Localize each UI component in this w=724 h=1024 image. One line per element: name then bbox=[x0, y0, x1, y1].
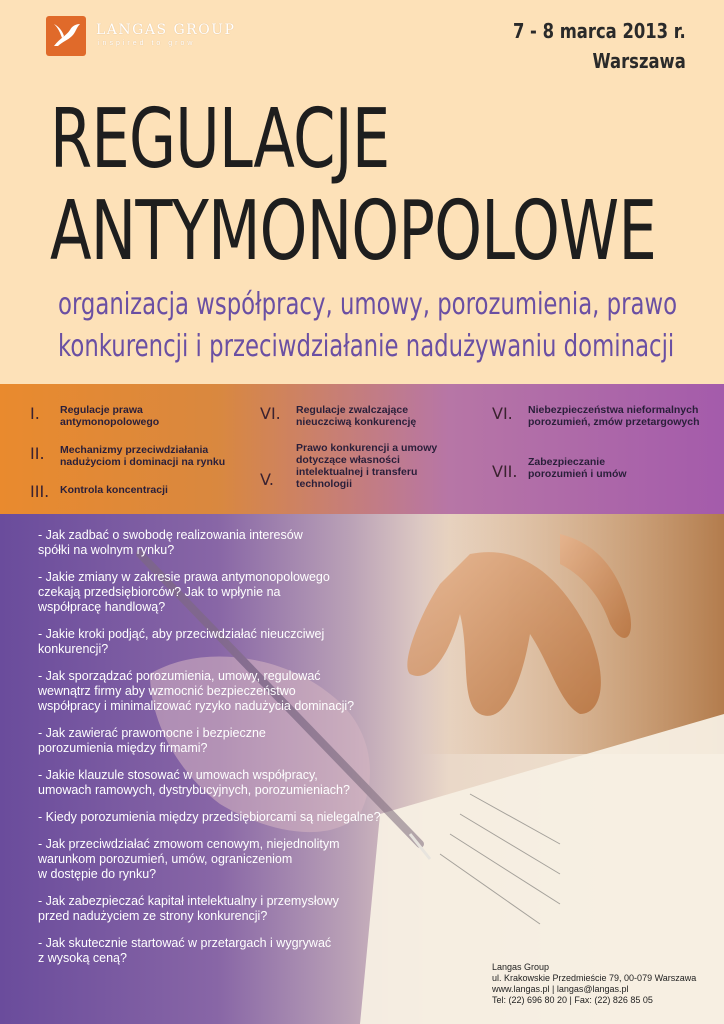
list-item: - Jak zabezpieczać kapitał intelektualny i przemysłowy przed nadużyciem ze strony konkurencji? bbox=[38, 894, 339, 923]
contact-info bbox=[492, 962, 696, 1006]
contact-phone: Tel: (22) 696 80 20 | Fax: (22) 826 85 05 bbox=[492, 995, 653, 1005]
topic-number: III. bbox=[30, 482, 50, 501]
list-item: - Jak sporządzać porozumienia, umowy, regulować wewnątrz firmy aby wzmocnić bezpieczeństwo współpracy i minimalizować ryzyko nadużycia dominacji? bbox=[38, 669, 355, 713]
event-city: Warszawa bbox=[592, 49, 686, 73]
topic-label: Prawo konkurencji a umowy dotyczące własności intelektualnej i transferu technologii bbox=[296, 442, 438, 490]
topic-label: Kontrola koncentracji bbox=[60, 484, 168, 496]
list-item: - Jak zawierać prawomocne i bezpieczne porozumienia między firmami? bbox=[38, 726, 266, 755]
list-item: - Jak skutecznie startować w przetargach i wygrywać z wysoką ceną? bbox=[38, 936, 332, 965]
list-item: - Jak zadbać o swobodę realizowania interesów spółki na wolnym rynku? bbox=[38, 528, 303, 557]
event-info bbox=[513, 16, 686, 76]
list-item: - Jakie klauzule stosować w umowach współpracy, umowach ramowych, dystrybucyjnych, porozumieniach? bbox=[38, 768, 350, 797]
subtitle-line-2: konkurencji i przeciwdziałanie nadużywaniu dominacji bbox=[58, 329, 675, 364]
topic-label: Mechanizmy przeciwdziałania nadużyciom i dominacji na rynku bbox=[60, 444, 226, 468]
topic-item bbox=[492, 456, 722, 481]
subtitle-line-1: organizacja współpracy, umowy, porozumienia, prawo bbox=[58, 287, 678, 322]
topics-band bbox=[0, 384, 724, 514]
header-area bbox=[0, 0, 724, 384]
title-line-1: REGULACJE bbox=[50, 92, 390, 187]
contact-address: ul. Krakowskie Przedmieście 79, 00-079 Warszawa bbox=[492, 973, 697, 983]
logo-name: LANGAS GROUP bbox=[96, 22, 236, 38]
event-date: 7 - 8 marca 2013 r. bbox=[513, 19, 686, 43]
topic-item bbox=[30, 482, 230, 501]
topic-item bbox=[30, 444, 250, 468]
questions-list bbox=[38, 528, 418, 978]
contact-web[interactable]: www.langas.pl | langas@langas.pl bbox=[492, 984, 629, 994]
contact-company: Langas Group bbox=[492, 962, 550, 972]
topic-label: Niebezpieczeństwa nieformalnych porozumień, zmów przetargowych bbox=[528, 404, 700, 428]
topic-item bbox=[260, 404, 460, 428]
topic-label: Regulacje prawa antymonopolowego bbox=[60, 404, 160, 428]
topic-number: I. bbox=[30, 404, 40, 423]
page-subtitle bbox=[58, 284, 712, 368]
topic-number: VI. bbox=[492, 404, 513, 423]
topic-item bbox=[30, 404, 230, 428]
topic-number: VI. bbox=[260, 404, 281, 423]
topic-label: Zabezpieczanie porozumień i umów bbox=[528, 456, 627, 480]
list-item: - Jak przeciwdziałać zmowom cenowym, niejednolitym warunkom porozumień, umów, ograniczeniom w dostępie do rynku? bbox=[38, 837, 340, 881]
questions-area bbox=[0, 514, 724, 1024]
list-item: - Kiedy porozumienia między przedsiębiorcami są nielegalne? bbox=[38, 810, 381, 824]
logo-tagline: inspired to grow bbox=[98, 40, 196, 47]
list-item: - Jakie zmiany w zakresie prawa antymonopolowego czekają przedsiębiorców? Jak to wpłynie na współpracę handlową? bbox=[38, 570, 330, 614]
list-item: - Jakie kroki podjąć, aby przeciwdziałać nieuczciwej konkurencji? bbox=[38, 627, 325, 656]
topic-label: Regulacje zwalczające nieuczciwą konkurencję bbox=[296, 404, 417, 428]
bird-icon bbox=[46, 16, 86, 56]
topic-item bbox=[492, 404, 722, 428]
topic-number: V. bbox=[260, 470, 274, 489]
topic-item bbox=[260, 442, 460, 490]
title-line-2: ANTYMONOPOLOWE bbox=[50, 184, 657, 279]
topic-number: II. bbox=[30, 444, 45, 463]
logo bbox=[46, 16, 86, 56]
topic-number: VII. bbox=[492, 462, 518, 481]
page-title bbox=[50, 92, 657, 279]
